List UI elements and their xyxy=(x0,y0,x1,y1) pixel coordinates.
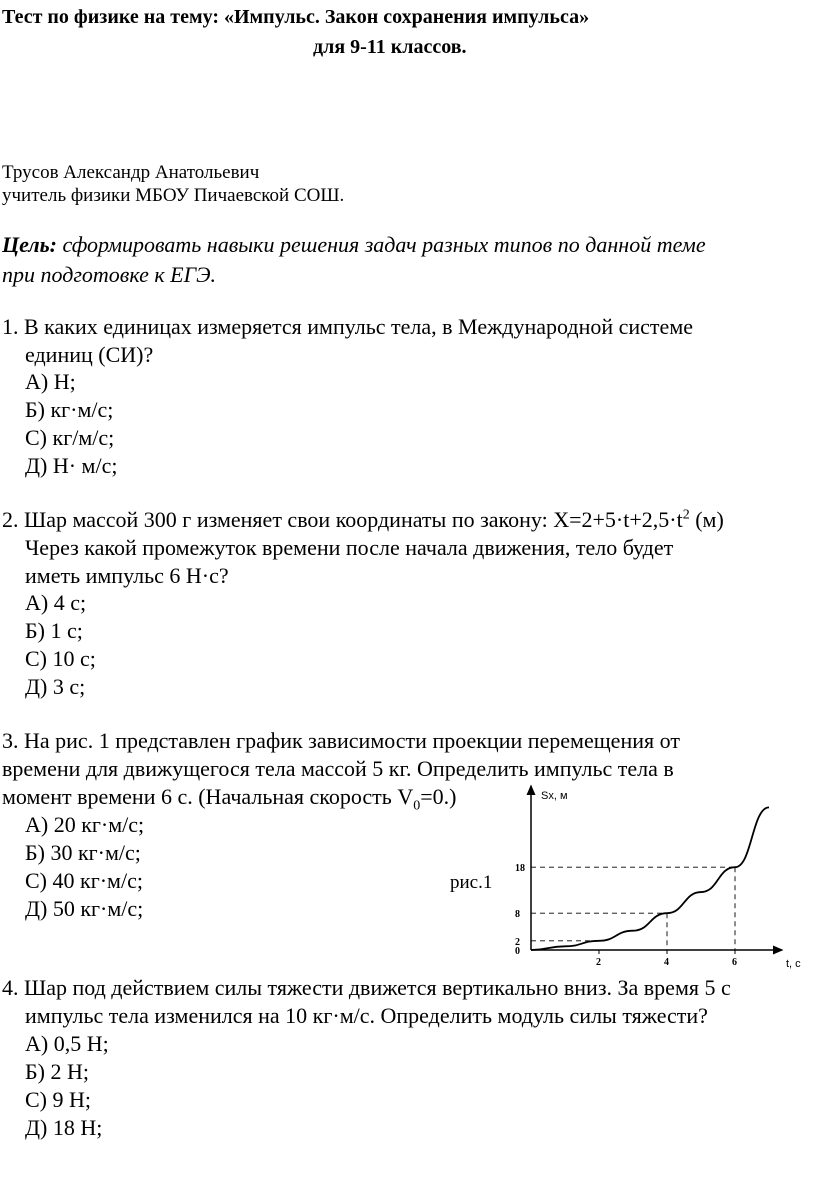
question-4-option-a: А) 0,5 Н; xyxy=(25,1031,109,1056)
question-1-option-c: С) кг/м/с; xyxy=(25,425,115,450)
question-2-option-a: А) 4 с; xyxy=(25,590,87,615)
question-1-line-2: единиц (СИ)? xyxy=(25,342,154,367)
series-line xyxy=(531,807,769,950)
goal-line-2: при подготовке к ЕГЭ. xyxy=(2,262,217,287)
question-3-line-3-text: момент времени 6 с. (Начальная скорость V xyxy=(2,784,414,809)
question-3-subscript: 0 xyxy=(413,798,421,814)
question-4-line-1: 4. Шар под действием силы тяжести движется вертикально вниз. За время 5 с xyxy=(2,975,731,1000)
question-3-line-2: времени для движущегося тела массой 5 кг. Определить импульс тела в xyxy=(2,756,674,781)
question-4-option-d: Д) 18 Н; xyxy=(25,1115,103,1140)
x-tick-label-0: 2 xyxy=(596,957,601,968)
question-3-option-c: С) 40 кг·м/с; xyxy=(25,868,143,893)
y-tick-label-3: 18 xyxy=(515,863,525,875)
question-2-exponent: 2 xyxy=(682,507,690,523)
y-tick-label-0: 0 xyxy=(515,946,520,957)
test-title-line-1: Тест по физике на тему: «Импульс. Закон сохранения импульса» xyxy=(2,6,590,28)
goal-label: Цель: xyxy=(2,232,57,257)
goal-text-1: сформировать навыки решения задач разных типов по данной теме xyxy=(62,232,706,257)
question-2-option-b: Б) 1 с; xyxy=(25,618,83,643)
question-3-option-b: Б) 30 кг·м/с; xyxy=(25,840,141,865)
y-tick-label-1: 2 xyxy=(515,936,520,948)
question-2-option-d: Д) 3 с; xyxy=(25,674,86,699)
author-name: Трусов Александр Анатольевич xyxy=(2,162,260,183)
question-3-line-3-end: =0.) xyxy=(420,784,457,809)
question-2-line-3: иметь импульс 6 Н·с? xyxy=(25,563,229,588)
question-2-units: (м) xyxy=(689,507,724,532)
question-1-option-a: А) Н; xyxy=(25,369,76,394)
question-3-option-d: Д) 50 кг·м/с; xyxy=(25,896,144,921)
question-4-option-c: С) 9 Н; xyxy=(25,1087,91,1112)
y-tick-label-2: 8 xyxy=(515,909,520,921)
question-1-line-1: 1. В каких единицах измеряется импульс тела, в Международной системе xyxy=(2,314,694,339)
question-2-formula: 2. Шар массой 300 г изменяет свои координаты по закону: X=2+5·t+2,5·t xyxy=(2,507,683,532)
test-title-line-2: для 9-11 классов. xyxy=(313,36,467,58)
x-tick-label-2: 6 xyxy=(732,957,737,968)
question-4-option-b: Б) 2 Н; xyxy=(25,1059,89,1084)
y-axis-label: Sx, м xyxy=(541,790,568,802)
x-tick-label-1: 4 xyxy=(664,957,669,968)
figure-caption: рис.1 xyxy=(450,872,493,893)
question-3-line-1: 3. На рис. 1 представлен график зависимости проекции перемещения от xyxy=(2,728,680,753)
question-1-option-d: Д) Н· м/с; xyxy=(25,453,118,478)
question-2-line-2: Через какой промежуток времени после начала движения, тело будет xyxy=(25,535,674,560)
question-4-line-2: импульс тела изменился на 10 кг·м/с. Определить модуль силы тяжести? xyxy=(25,1003,708,1028)
question-2-option-c: С) 10 с; xyxy=(25,646,96,671)
question-1-option-b: Б) кг·м/с; xyxy=(25,397,114,422)
question-3-option-a: А) 20 кг·м/с; xyxy=(25,812,145,837)
x-axis-label: t, c xyxy=(786,958,801,970)
author-position: учитель физики МБОУ Пичаевской СОШ. xyxy=(2,185,345,206)
